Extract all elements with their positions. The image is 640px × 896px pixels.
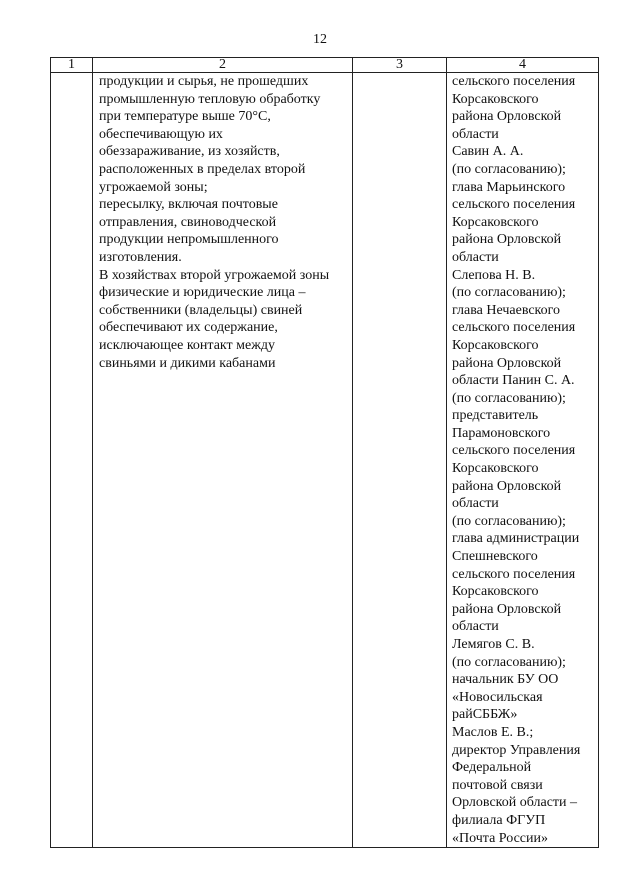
text-line: области <box>452 496 499 512</box>
text-line: сельского поселения <box>452 74 576 89</box>
cell-col-2 <box>93 73 353 848</box>
text-line: филиала ФГУП <box>452 812 546 828</box>
text-line: «Новосильская <box>452 689 543 705</box>
text-line: исключающее контакт между <box>99 337 276 353</box>
column-header-2: 2 <box>93 58 353 73</box>
text-line: обеспечивающую их <box>99 126 223 142</box>
text-line: начальник БУ ОО <box>452 672 559 688</box>
text-line: обеззараживание, из хозяйств, <box>99 144 280 160</box>
text-line: глава администрации <box>452 531 580 547</box>
text-line: почтовой связи <box>452 777 543 793</box>
text-line: Маслов Е. В.; <box>452 724 534 740</box>
text-line: Корсаковского <box>452 461 539 477</box>
text-line: области <box>452 619 499 635</box>
text-line: физические и юридические лица – <box>99 285 306 301</box>
text-line: глава Марьинского <box>452 179 566 195</box>
text-line: района Орловской <box>452 355 562 371</box>
text-line: обеспечивают их содержание, <box>99 320 278 336</box>
text-line: (по согласованию); <box>452 161 566 177</box>
text-line: области <box>452 249 499 265</box>
text-line: (по согласованию); <box>452 513 566 529</box>
text-line: глава Нечаевского <box>452 302 561 318</box>
text-line: продукции непромышленного <box>99 232 279 248</box>
cell-col-4 <box>447 73 599 848</box>
text-line: района Орловской <box>452 109 562 125</box>
text-line: Корсаковского <box>452 337 539 353</box>
text-line: сельского поселения <box>452 320 576 336</box>
text-line: продукции и сырья, не прошедших <box>99 74 309 89</box>
text-line: расположенных в пределах второй <box>99 161 306 177</box>
text-line: пересылку, включая почтовые <box>99 197 278 213</box>
document-table <box>50 57 599 848</box>
text-line: сельского поселения <box>452 566 576 582</box>
text-line: сельского поселения <box>452 443 576 459</box>
column-header-1: 1 <box>51 58 93 73</box>
measures-text <box>93 73 352 372</box>
text-line: сельского поселения <box>452 197 576 213</box>
text-line: Корсаковского <box>452 91 539 107</box>
text-line: района Орловской <box>452 601 562 617</box>
text-line: (по согласованию); <box>452 285 566 301</box>
column-header-4: 4 <box>447 58 599 73</box>
table-header-row <box>51 58 599 73</box>
text-line: собственники (владельцы) свиней <box>99 302 303 318</box>
text-line: Савин А. А. <box>452 144 524 160</box>
column-header-3: 3 <box>353 58 447 73</box>
text-line: при температуре выше 70°С, <box>99 109 271 125</box>
text-line: области <box>452 126 499 142</box>
text-line: Слепова Н. В. <box>452 267 536 283</box>
text-line: изготовления. <box>99 249 182 265</box>
text-line: Корсаковского <box>452 584 539 600</box>
responsible-persons-text <box>447 73 598 847</box>
text-line: свиньями и дикими кабанами <box>99 355 276 371</box>
page-number: 12 <box>313 32 327 47</box>
text-line: района Орловской <box>452 232 562 248</box>
table-row <box>51 73 599 848</box>
text-line: Спешневского <box>452 549 538 565</box>
text-line: области Панин С. А. <box>452 373 575 389</box>
text-line: отправления, свиноводческой <box>99 214 277 230</box>
text-line: Орловской области – <box>452 795 578 811</box>
text-line: Лемягов С. В. <box>452 637 535 652</box>
text-line: райСББЖ» <box>452 707 518 723</box>
cell-col-1 <box>51 73 93 848</box>
text-line: директор Управления <box>452 742 581 758</box>
text-line: Корсаковского <box>452 214 539 230</box>
text-line: представитель <box>452 408 539 424</box>
text-line: угрожаемой зоны; <box>99 179 208 195</box>
text-line: (по согласованию); <box>452 654 566 670</box>
text-line: промышленную тепловую обработку <box>99 91 321 107</box>
text-line: Парамоновского <box>452 425 551 441</box>
text-line: Федеральной <box>452 760 532 776</box>
text-line: района Орловской <box>452 478 562 494</box>
text-line: (по согласованию); <box>452 390 566 406</box>
cell-col-3 <box>353 73 447 848</box>
text-line: «Почта России» <box>452 830 548 846</box>
text-line: В хозяйствах второй угрожаемой зоны <box>99 267 330 283</box>
